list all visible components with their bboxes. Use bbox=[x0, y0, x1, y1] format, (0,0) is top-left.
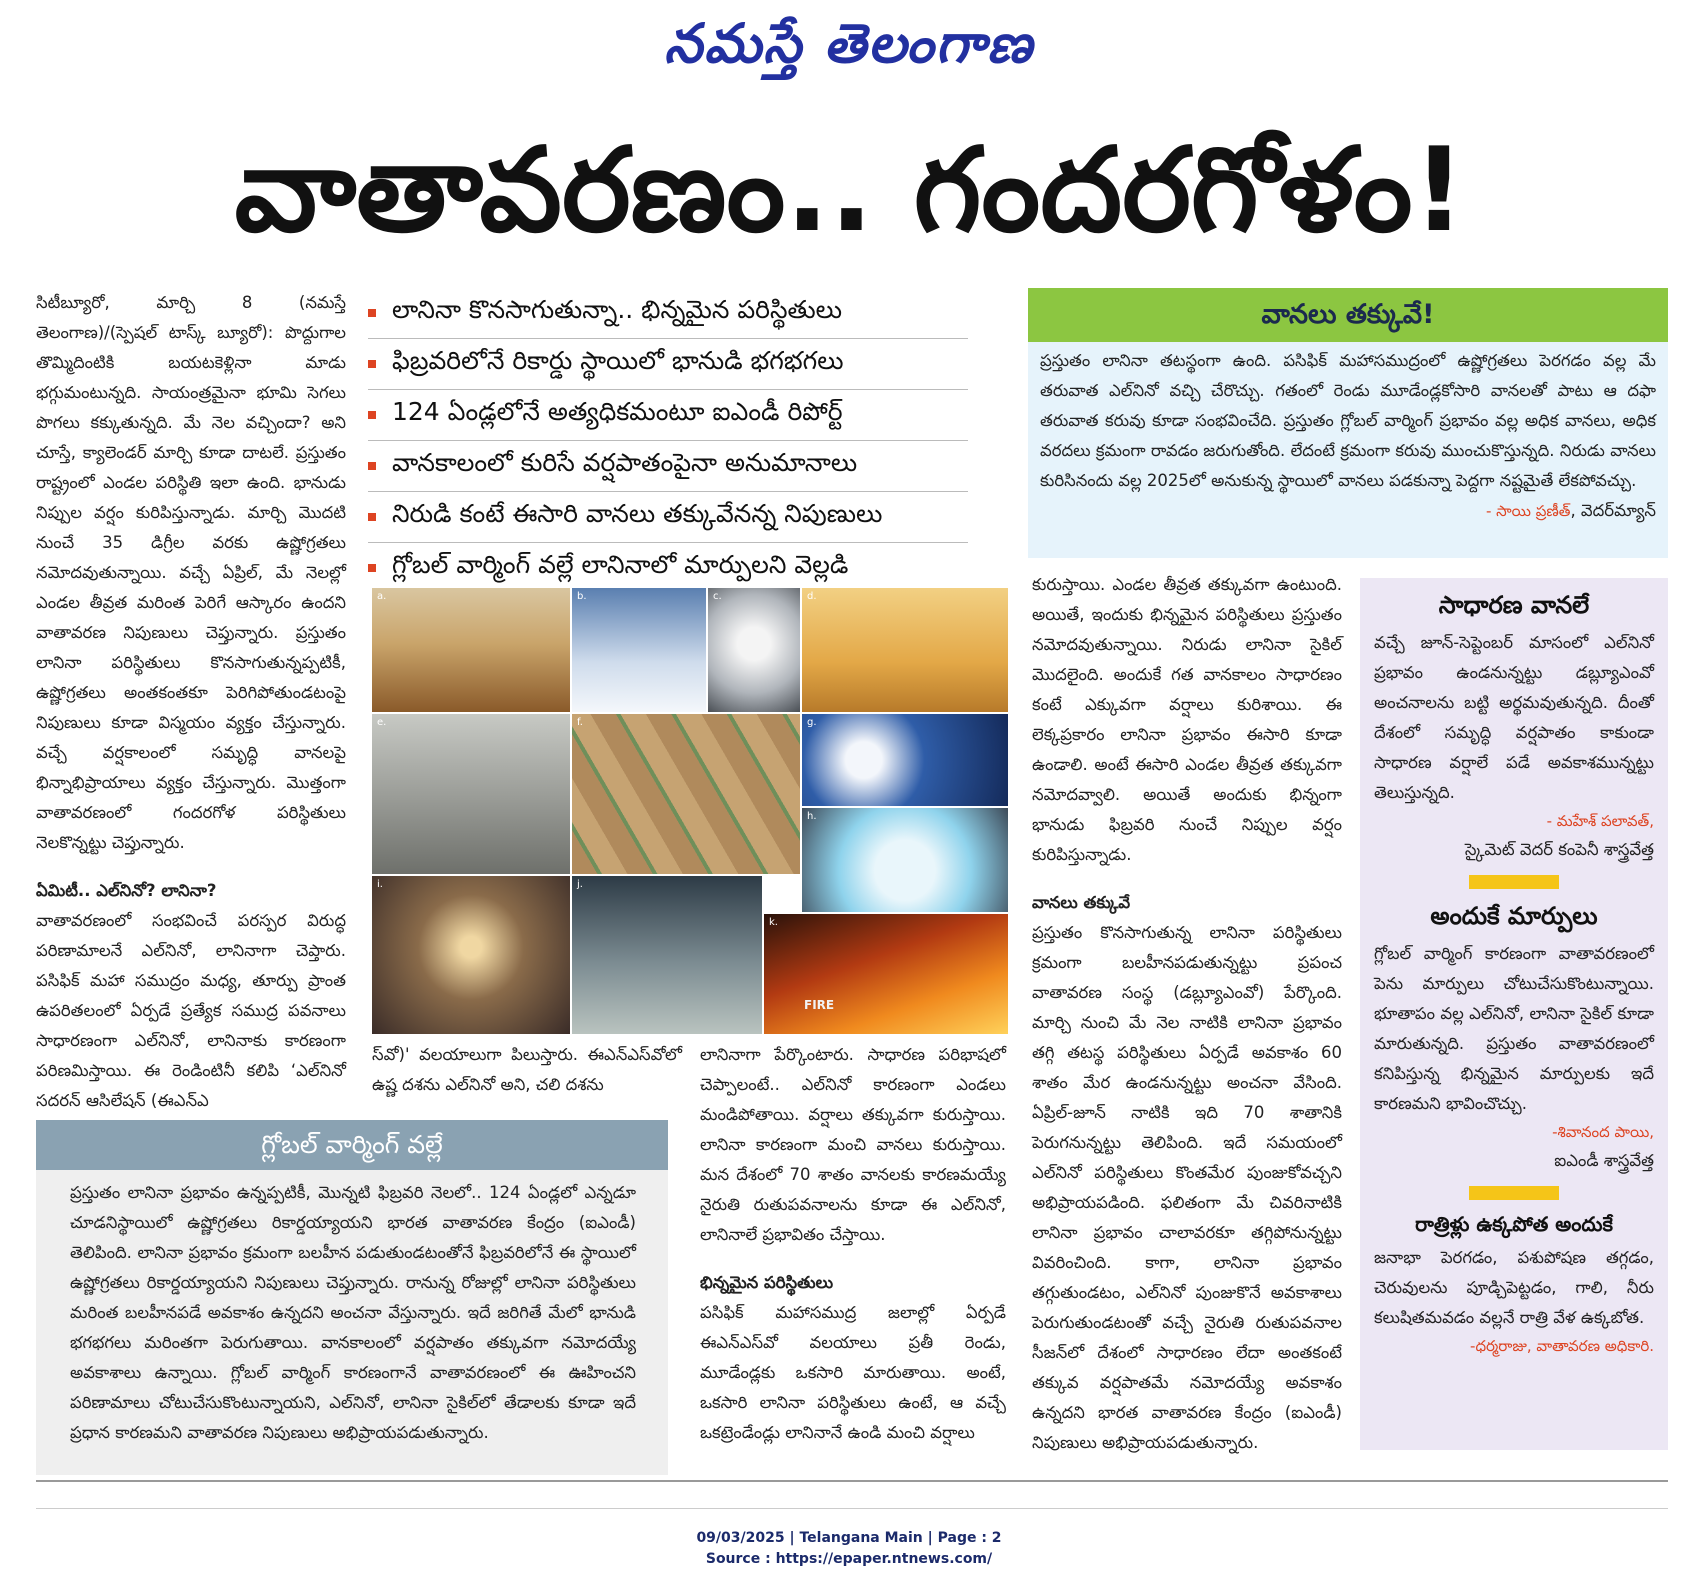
footer-source-link[interactable]: Source : https://epaper.ntnews.com/ bbox=[705, 1551, 993, 1567]
bullet-text: గ్లోబల్ వార్మింగ్ వల్లే లానినాలో మార్పులని వెల్లడి bbox=[392, 550, 849, 579]
sidebar-content bbox=[1374, 584, 1654, 1446]
climate-photo-collage bbox=[372, 588, 1008, 1034]
bullet-square-icon bbox=[368, 513, 376, 521]
intro-paragraph: సిటీబ్యూరో, మార్చి 8 (నమస్తే తెలంగాణ)/(స్పెషల్ టాస్క్ బ్యూరో): పొద్దుగాల తొమ్మిదింటికి బయటకెళ్లినా మాడు భగ్గుమంటున్నది. సాయంత్రమైనా భూమి సెగలు పొగలు కక్కుతున్నది. మే నెల వచ్చిందా? అని చూస్తే, క్యాలెండర్ మార్చి కూడా దాటలే. ప్రస్తుతం రాష్ట్రంలో ఎండల పరిస్థితి ఇలా ఉంది. భానుడు నిప్పుల వర్షం కురిపిస్తున్నాడు. మార్చి మొదటి నుంచే 35 డిగ్రీల వరకు ఉష్ణోగ్రతలు నమోదవుతున్నాయి. వచ్చే ఏప్రిల్, మే నెలల్లో ఎండల తీవ్రత మరింత పెరిగే ఆస్కారం ఉందని వాతావరణ నిపుణులు చెప్తున్నారు. ప్రస్తుతం లానినా పరిస్థితులు కొనసాగుతున్నప్పటికీ, ఉష్ణోగ్రతలు అంతకంతకూ పెరిగిపోతుండటంపై నిపుణులు కూడా విస్మయం వ్యక్తం చేస్తున్నారు. వచ్చే వర్షకాలంలో సమృద్ధి వానలపై భిన్నాభిప్రాయాలు వ్యక్తం చేస్తున్నారు. మొత్తంగా వాతావరణంలో గందరగోళ పరిస్థితులు నెలకొన్నట్టు చెప్తున్నారు. bbox=[36, 293, 346, 853]
bullet-item bbox=[368, 441, 968, 492]
bullet-text: ఫిబ్రవరిలోనే రికార్డు స్థాయిలో భానుడి భగభగలు bbox=[392, 346, 844, 375]
less-rain-paragraph: ప్రస్తుతం లానినా తటస్థంగా ఉంది. పసిఫిక్ మహాసముద్రంలో ఉష్ణోగ్రతలు పెరగడం వల్ల మే తరువాత ఎల్‌నినో వచ్చి చేరొచ్చు. గతంలో రెండు మూడేండ్లకోసారి వానలతో పాటు ఆ దఫా తరువాత కరువు కూడా సంభవించేది. ప్రస్తుతం గ్లోబల్ వార్మింగ్ ప్రభావం వల్ల అధిక వానలు, అధిక వరదలు క్రమంగా రావడం జరుగుతోంది. లేదంటే క్రమంగా కరువు ముంచుకొస్తున్నది. నిరుడు వానలు కురిసినందు వల్ల 2025లో అనుకున్న స్థాయిలో వానలు పడకున్నా పెద్దగా నష్టమైతే లేకపోవచ్చు. bbox=[1040, 351, 1656, 491]
photo-label: h. bbox=[807, 811, 817, 822]
footer-rule bbox=[36, 1508, 1668, 1509]
byline-role: స్కైమెట్ వెదర్ కంపెనీ శాస్త్రవేత్త bbox=[1464, 840, 1654, 860]
bullet-item bbox=[368, 492, 968, 543]
less-rain-body bbox=[1040, 346, 1656, 556]
footer-edition: 09/03/2025 | Telangana Main | Page : 2 bbox=[696, 1530, 1002, 1546]
bullet-item bbox=[368, 288, 968, 339]
photo-ocean-map bbox=[802, 808, 1008, 912]
photo-heatwave-city bbox=[802, 588, 1008, 712]
global-warming-paragraph: ప్రస్తుతం లానినా ప్రభావం ఉన్నప్పటికీ, మొన్నటి ఫిబ్రవరి నెలలో.. 124 ఏండ్లలో ఎన్నడూ చూడనిస్థాయిలో ఉష్ణోగ్రతలు రికార్డయ్యాయని భారత వాతావరణ కేంద్రం (ఐఎండీ) తెలిపింది. లానినా ప్రభావం క్రమంగా బలహీన పడుతుండటంతోనే ఫిబ్రవరిలోనే ఈ స్థాయిలో ఉష్ణోగ్రతలు రికార్డయ్యాయని నిపుణులు చెప్తున్నారు. రానున్న రోజుల్లో లానినా పరిస్థితులు మరింత బలహీనపడే అవకాశం ఉన్నదని అంచనా వేస్తున్నారు. ఇదే జరిగితే మేలో భానుడి భగభగలు మరింతగా పెరుగుతాయి. వానకాలంలో వర్షపాతం తక్కువగా నమోదయ్యే అవకాశాలు ఉన్నాయి. గ్లోబల్ వార్మింగ్ కారణంగానే వాతావరణంలో ఈ ఊహించని పరిణామాలు చోటుచేసుకొంటున్నాయని, ఎల్‌నినో, లానినా సైకిల్‌లో తేడాలకు కూడా ఇదే ప్రధాన కారణమని వాతావరణ నిపుణులు అభిప్రాయపడుతున్నారు. bbox=[70, 1183, 636, 1443]
photo-tornado bbox=[572, 876, 762, 1034]
bullet-text: లానినా కొనసాగుతున్నా.. భిన్నమైన పరిస్థితులు bbox=[392, 295, 842, 324]
global-warming-title: గ్లోబల్ వార్మింగ్ వల్లే bbox=[36, 1120, 668, 1170]
bottom-rule bbox=[36, 1480, 1668, 1482]
sidebar-paragraph: జనాభా పెరగడం, పశుపోషణ తగ్గడం, చెరువులను పూడ్చిపెట్టడం, గాలి, నీరు కలుషితమవడం వల్లనే రాత్రి వేళ ఉక్కబోత. bbox=[1374, 1247, 1654, 1327]
column-photo-continuation bbox=[372, 1040, 682, 1112]
main-headline: వాతావరణం.. గందరగోళం! bbox=[234, 123, 1466, 258]
sidebar-paragraph: గ్లోబల్ వార్మింగ్ కారణంగా వాతావరణంలో పెను మార్పులు చోటుచేసుకొంటున్నాయి. భూతాపం వల్ల ఎల్‌నినో, లానినా సైకిల్ కూడా మారుతున్నది. ప్రస్తుతం వాతావరణంలో కనిపిస్తున్న భిన్నమైన మార్పులకు ఇదే కారణమని భావించొచ్చు. bbox=[1374, 943, 1654, 1113]
column-intro bbox=[36, 288, 346, 1111]
byline-shivananda: -శివానంద పాయి, bbox=[1552, 1122, 1654, 1141]
photo-label: c. bbox=[713, 591, 722, 602]
photo-drought bbox=[372, 588, 570, 712]
bullet-item bbox=[368, 390, 968, 441]
photo-cracked-road bbox=[372, 714, 570, 874]
bullet-square-icon bbox=[368, 462, 376, 470]
byline-dharmaraju: -ధర్మరాజు, వాతావరణ అధికారి. bbox=[1470, 1336, 1654, 1355]
sidebar-heading-night-heat: రాత్రిళ్లు ఉక్కపోత అందుకే bbox=[1415, 1212, 1613, 1237]
bullet-square-icon bbox=[368, 360, 376, 368]
sidebar-paragraph: వచ్చే జూన్-సెప్టెంబర్ మాసంలో ఎల్‌నినో ప్రభావం ఉండనున్నట్టు డబ్ల్యూఎంవో అంచనాలను బట్టి అర్థమవుతున్నది. దీంతో దేశంలో సమృద్ధి వర్షపాతం కాకుండా సాధారణ వర్షాలే పడే అవకాశమున్నట్టు తెలుస్తున్నది. bbox=[1374, 632, 1654, 802]
photo-label: a. bbox=[377, 591, 387, 602]
bullet-item bbox=[368, 339, 968, 390]
elnino-paragraph: వాతావరణంలో సంభవించే పరస్పర విరుద్ధ పరిణామాలనే ఎల్‌నినో, లానినాగా చెప్తారు. పసిఫిక్ మహా సముద్రం మధ్య, తూర్పు ప్రాంత ఉపరితలంలో ఏర్పడే ప్రత్యేక సముద్ర పవనాలు సాధారణంగా ఎల్‌నినో, లానినాకు కారణంగా పరిణమిస్తాయి. ఈ రెండింటినీ కలిపి ‘ఎల్‌నినో సదరన్ ఆసిలేషన్ (ఈఎన్ఎ bbox=[36, 911, 346, 1111]
subhead-elnino: ఏమిటీ.. ఎల్‌నినో? లానినా? bbox=[36, 881, 217, 901]
middle-paragraph-2: పసిఫిక్ మహాసముద్ర జలాల్లో ఏర్పడే ఈఎన్ఎస్‌వో వలయాలు ప్రతీ రెండు, మూడేండ్లకు ఒకసారి మారుతాయి. అంటే, ఒకసారి లానినా పరిస్థితులు ఉంటే, ఆ వచ్చే ఒకట్రెండేండ్లు లానినానే ఉండి మంచి వర్షాలు bbox=[700, 1303, 1006, 1443]
bullet-item bbox=[368, 543, 968, 593]
sidebar-heading-changes: అందుకే మార్పులు bbox=[1430, 902, 1598, 931]
photo-label: g. bbox=[807, 717, 817, 728]
byline-mahesh: - మహేశ్ పలావత్, bbox=[1546, 811, 1654, 830]
photo-flooded-fields bbox=[572, 714, 800, 874]
right-paragraph-2: ప్రస్తుతం కొనసాగుతున్న లానినా పరిస్థితులు క్రమంగా బలహీనపడుతున్నట్టు ప్రపంచ వాతావరణ సంస్థ (డబ్ల్యూఎంవో) పేర్కొంది. మార్చి నుంచి మే నెల నాటికి లానినా ప్రభావం తగ్గి తటస్థ పరిస్థితులు ఏర్పడే అవకాశం 60 శాతం మేర ఉండనున్నట్టు అంచనా వేసింది. ఏప్రిల్-జూన్ నాటికి ఇది 70 శాతానికి పెరుగనున్నట్టు తెలిపింది. ఇదే సమయంలో ఎల్‌నినో పరిస్థితులు కొంతమేర పుంజుకోవచ్చని అభిప్రాయపడింది. ఫలితంగా మే చివరినాటికి లానినా ప్రభావం చాలావరకూ తగ్గిపోనున్నట్టు వివరించింది. కాగా, లానినా ప్రభావం తగ్గుతుండటం, ఎల్‌నినో పుంజుకొనే అవకాశాలు పెరుగుతుండటంతో వచ్చే నైరుతి రుతుపవనాల సీజన్‌లో దేశంలో సాధారణం లేదా అంతకంటే తక్కువ వర్షపాతమే నమోదయ్యే అవకాశం ఉన్నదని భారత వాతావరణ కేంద్రం (ఐఎండీ) నిపుణులు అభిప్రాయపడుతున్నారు. bbox=[1032, 923, 1342, 1453]
photo-label: k. bbox=[769, 917, 778, 928]
page-footer bbox=[0, 1528, 1698, 1570]
photo-lightning bbox=[372, 876, 570, 1034]
continuation-paragraph: స్‌వో)' వలయాలుగా పిలుస్తారు. ఈఎన్ఎస్‌వోలో ఉష్ణ దశను ఎల్‌నినో అని, చలి దశను bbox=[372, 1045, 682, 1095]
sidebar-heading-normal-rains: సాధారణ వానలే bbox=[1438, 591, 1590, 619]
photo-hailstones bbox=[708, 588, 800, 712]
byline-role: , వెదర్‌మ్యాన్ bbox=[1570, 501, 1656, 521]
photo-label: b. bbox=[577, 591, 587, 602]
divider-bar bbox=[1469, 1186, 1559, 1200]
right-paragraph: కురుస్తాయి. ఎండల తీవ్రత తక్కువగా ఉంటుంది. అయితే, ఇందుకు భిన్నమైన పరిస్థితులు ప్రస్తుతం నమోదవుతున్నాయి. నిరుడు లానినా సైకిల్ మొదలైంది. అందుకే గత వానకాలం సాధారణం కంటే ఎక్కువగా వర్షాలు కురిశాయి. ఈ లెక్కప్రకారం లానినా ప్రభావం ఈసారి కూడా ఉండాలి. అంటే ఈసారి ఎండల తీవ్రత తక్కువగా నమోదవ్వాలి. అయితే అందుకు భిన్నంగా భానుడు ఫిబ్రవరి నుంచే నిప్పుల వర్షం కురిపిస్తున్నాడు. bbox=[1032, 575, 1342, 865]
photo-label: d. bbox=[807, 591, 817, 602]
byline-role: ఐఎండీ శాస్త్రవేత్త bbox=[1554, 1151, 1654, 1171]
photo-label: i. bbox=[377, 879, 383, 890]
bullet-square-icon bbox=[368, 411, 376, 419]
photo-wildfire bbox=[764, 914, 1008, 1034]
subhead-less-rain: వానలు తక్కువే bbox=[1032, 893, 1131, 913]
masthead-logo: నమస్తే తెలంగాణ bbox=[664, 12, 1034, 75]
bullet-text: 124 ఏండ్లలోనే అత్యధికమంటూ ఐఎండీ రిపోర్ట్ bbox=[392, 397, 843, 426]
photo-label: j. bbox=[577, 879, 583, 890]
column-right bbox=[1032, 570, 1342, 1470]
bullet-text: వానకాలంలో కురిసే వర్షపాతంపైనా అనుమానాలు bbox=[392, 448, 858, 477]
byline-sai-praneeth: - సాయి ప్రణీత్ bbox=[1486, 502, 1571, 521]
global-warming-body bbox=[70, 1178, 636, 1472]
column-middle bbox=[700, 1040, 1006, 1480]
photo-label: f. bbox=[577, 717, 583, 728]
photo-label: e. bbox=[377, 717, 387, 728]
firefighter-fire-text: FIRE bbox=[804, 998, 835, 1012]
photo-cyclones-satellite bbox=[802, 714, 1008, 806]
bullet-square-icon bbox=[368, 564, 376, 572]
bullet-text: నిరుడి కంటే ఈసారి వానలు తక్కువేనన్న నిపుణులు bbox=[392, 499, 883, 528]
less-rain-title: వానలు తక్కువే! bbox=[1028, 288, 1668, 342]
divider-bar bbox=[1469, 875, 1559, 889]
bullet-square-icon bbox=[368, 309, 376, 317]
photo-storm-clouds bbox=[572, 588, 706, 712]
subhead-different-conditions: భిన్నమైన పరిస్థితులు bbox=[700, 1273, 834, 1293]
bullet-list bbox=[368, 288, 968, 593]
middle-paragraph: లానినాగా పేర్కొంటారు. సాధారణ పరిభాషలో చెప్పాలంటే.. ఎల్‌నినో కారణంగా ఎండలు మండిపోతాయి. వర్షాలు తక్కువగా కురుస్తాయి. లానినా కారణంగా మంచి వానలు కురుస్తాయి. మన దేశంలో 70 శాతం వానలకు కారణమయ్యే నైరుతి రుతుపవనాలను కూడా ఈ ఎల్‌నినో, లానినాలే ప్రభావితం చేస్తాయి. bbox=[700, 1045, 1006, 1245]
